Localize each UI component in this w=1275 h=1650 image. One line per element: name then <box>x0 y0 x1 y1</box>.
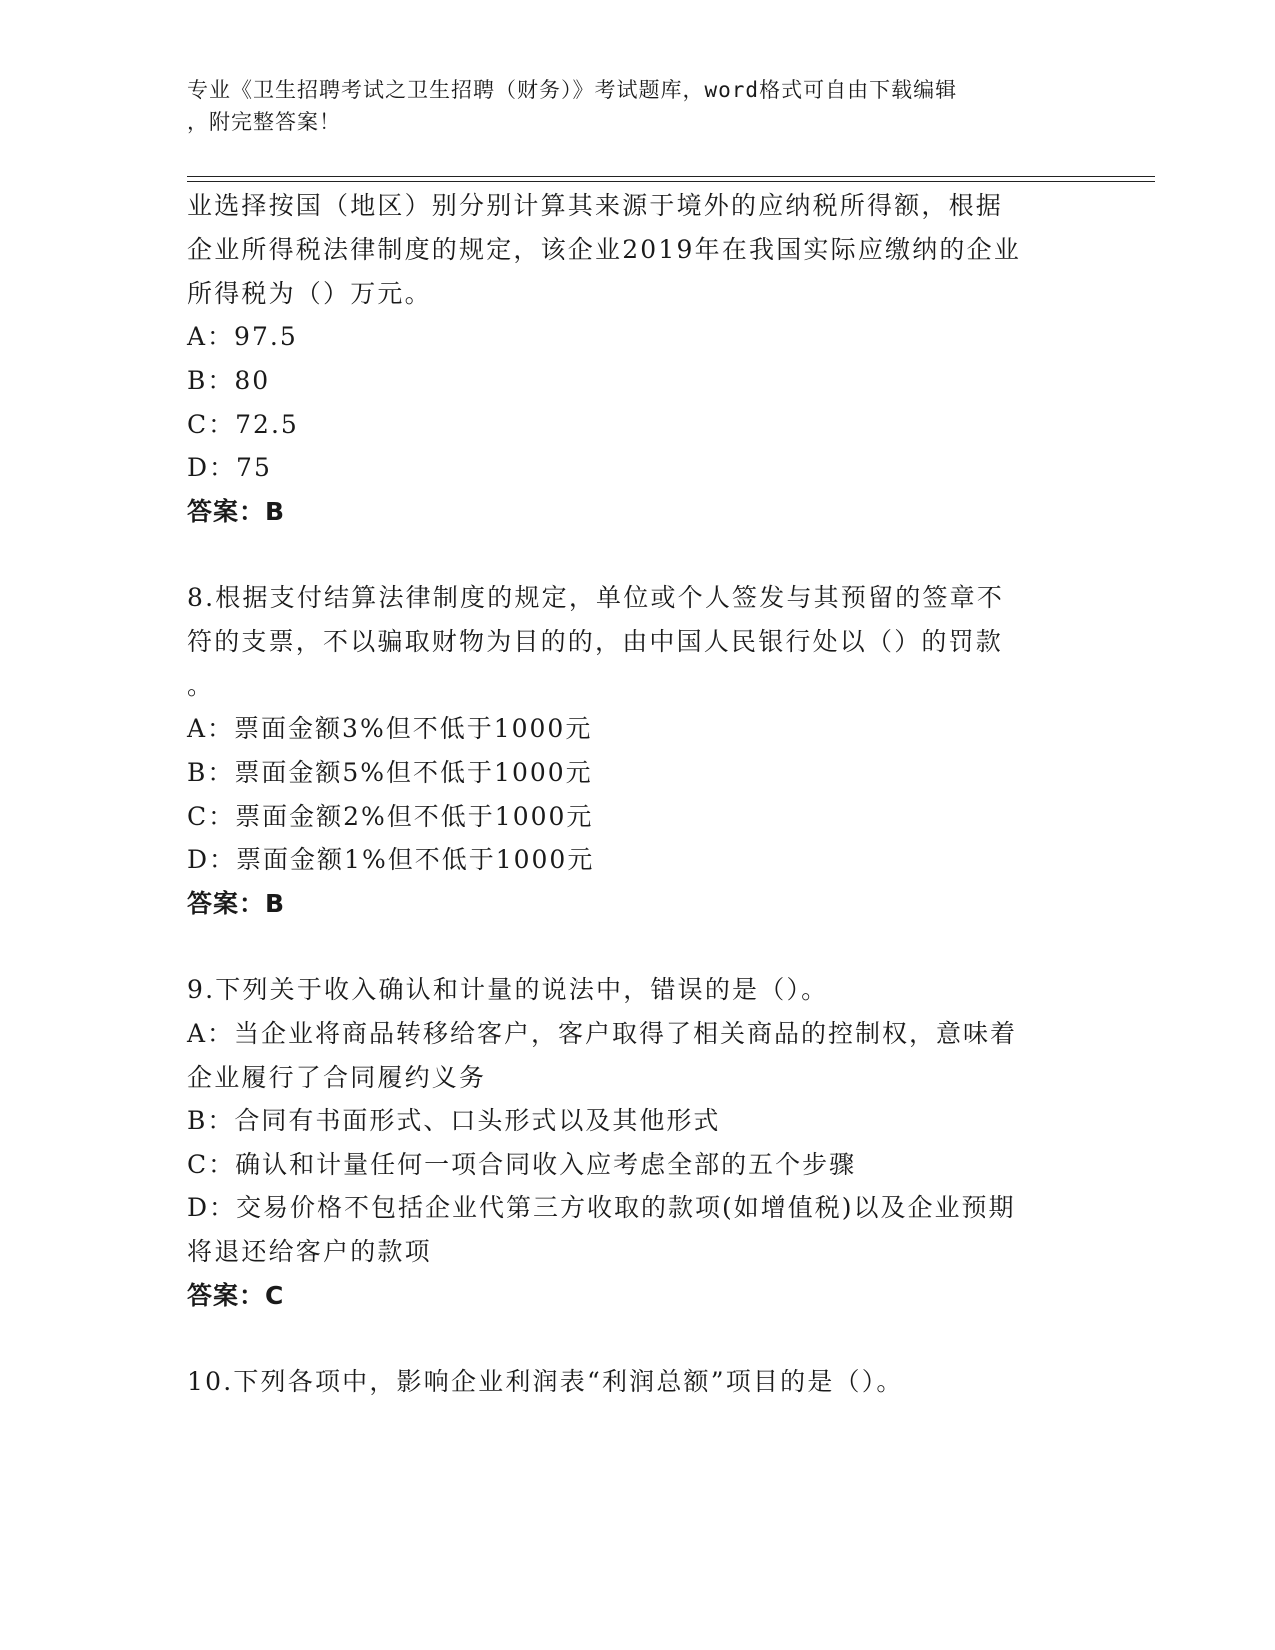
q8-stem-line-1: 8.根据支付结算法律制度的规定，单位或个人签发与其预留的签章不 <box>187 583 1005 612</box>
q7-option-c: C：72.5 <box>187 410 299 439</box>
q9-answer: 答案：C <box>187 1281 285 1310</box>
q7-option-a: A：97.5 <box>187 322 298 351</box>
header-divider-bottom <box>187 181 1155 182</box>
q9-option-a-line-2: 企业履行了合同履约义务 <box>187 1063 487 1092</box>
header-divider-top <box>187 176 1155 177</box>
q9-option-a-line-1: A：当企业将商品转移给客户，客户取得了相关商品的控制权，意味着 <box>187 1019 1018 1048</box>
q8-option-a: A：票面金额3%但不低于1000元 <box>187 714 593 743</box>
document-header <box>187 74 1087 138</box>
q7-stem-line-2: 企业所得税法律制度的规定，该企业2019年在我国实际应缴纳的企业 <box>187 235 1022 264</box>
q7-option-d: D：75 <box>187 453 272 482</box>
q9-option-c: C：确认和计量任何一项合同收入应考虑全部的五个步骤 <box>187 1150 857 1179</box>
header-line-1: 专业《卫生招聘考试之卫生招聘（财务）》考试题库，word格式可自由下载编辑 <box>187 78 958 102</box>
q7-answer: 答案：B <box>187 497 286 526</box>
q10-stem-line-1: 10.下列各项中，影响企业利润表“利润总额”项目的是（）。 <box>187 1367 904 1396</box>
q8-stem-line-2: 符的支票，不以骗取财物为目的的，由中国人民银行处以（）的罚款 <box>187 627 1004 656</box>
header-line-2: ，附完整答案！ <box>187 110 341 134</box>
q7-option-b: B：80 <box>187 366 271 395</box>
q8-option-d: D：票面金额1%但不低于1000元 <box>187 845 595 874</box>
q9-option-b: B：合同有书面形式、口头形式以及其他形式 <box>187 1106 721 1135</box>
q9-stem-line-1: 9.下列关于收入确认和计量的说法中，错误的是（）。 <box>187 975 829 1004</box>
q8-option-c: C：票面金额2%但不低于1000元 <box>187 802 594 831</box>
q9-option-d-line-1: D：交易价格不包括企业代第三方收取的款项(如增值税)以及企业预期 <box>187 1193 1016 1222</box>
q8-option-b: B：票面金额5%但不低于1000元 <box>187 758 593 787</box>
q7-stem-line-3: 所得税为（）万元。 <box>187 279 432 308</box>
q7-stem-line-1: 业选择按国（地区）别分别计算其来源于境外的应纳税所得额，根据 <box>187 191 1004 220</box>
q9-option-d-line-2: 将退还给客户的款项 <box>187 1237 432 1266</box>
q8-stem-line-3: 。 <box>187 671 215 700</box>
q8-answer: 答案：B <box>187 889 286 918</box>
